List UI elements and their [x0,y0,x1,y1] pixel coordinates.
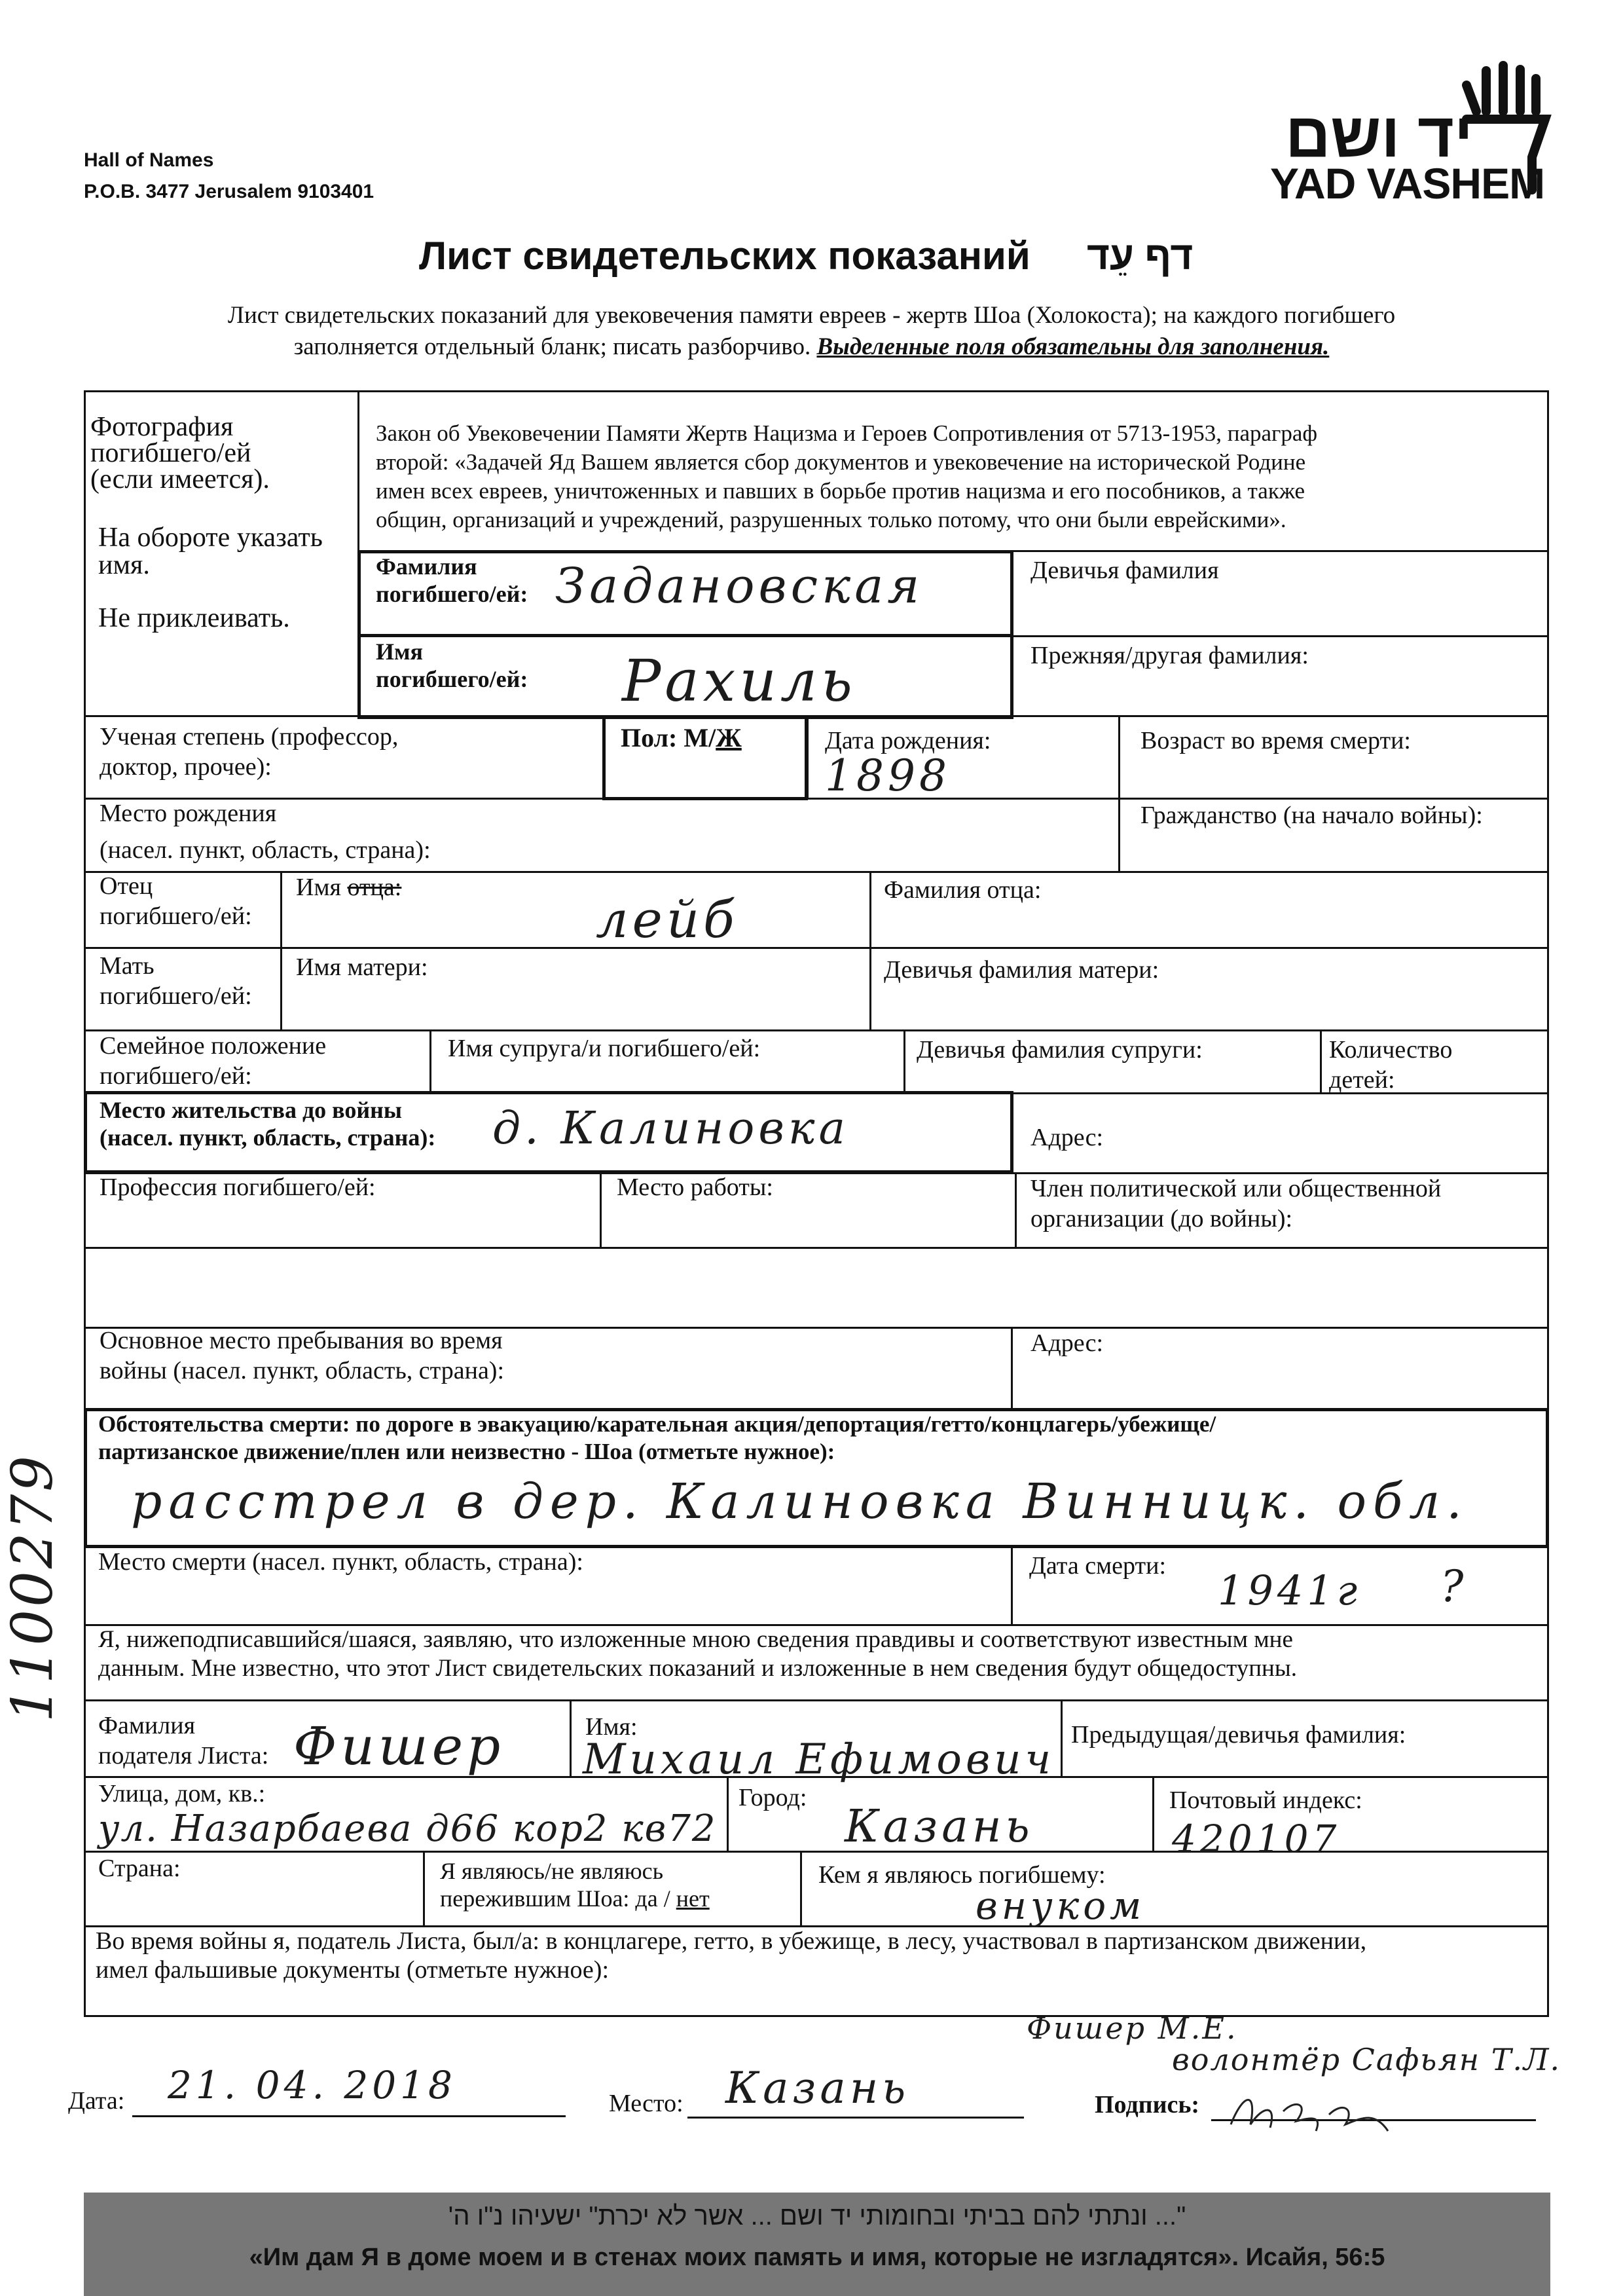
degree-label: Ученая степень (профессор, доктор, прочее): [100,723,399,781]
survivor-no: нет [676,1885,710,1912]
address-label: Адрес: [1030,1124,1104,1151]
intro-line-1: Лист свидетельских показаний для увековечения памяти евреев - жертв Шоа (Холокоста); на каждого погибшего [227,302,1396,329]
submitter-name-label: Имя: [585,1713,638,1741]
org-address: P.O.B. 3477 Jerusalem 9103401 [84,181,374,202]
street-value: ул. Назарбаева д66 кор2 кв72 [98,1807,717,1850]
street-label: Улица, дом, кв.: [98,1780,266,1807]
date-label: Дата: [68,2087,125,2115]
rule-v [1015,1172,1017,1247]
submitter-wartime: Во время войны я, податель Листа, был/а: в концлагере, гетто, в убежище, в лесу, участвовал в партизанском движении, имел фальшивые документы (отметьте нужное): [96,1927,1367,1984]
date-value: 21. 04. 2018 [168,2063,456,2107]
mother-label: Мать погибшего/ей: [100,952,252,1010]
workplace-label: Место работы: [617,1174,773,1201]
father-surname-label: Фамилия отца: [884,876,1042,904]
profession-label: Профессия погибшего/ей: [100,1174,376,1201]
org-name: Hall of Names [84,149,214,171]
death-date-value: 1941г [1218,1566,1362,1614]
city-label: Город: [739,1784,807,1811]
surname-value: Задановская [555,558,924,614]
citizenship-label: Гражданство (на начало войны): [1140,802,1483,829]
rule-v [1011,1546,1013,1624]
rule [84,947,1549,949]
rule-v [1320,1029,1322,1092]
wartime-label: Основное место пребывания во время войны (насел. пункт, область, страна): [100,1327,505,1384]
banner-russian: «Им дам Я в доме моем и в стенах моих память и имя, которые не изгладятся». Исайя, 56:5 [249,2244,1385,2271]
age-at-death-label: Возраст во время смерти: [1140,727,1411,754]
circumstances-value: расстрел в дер. Калиновка Винницк. обл. [131,1473,1468,1530]
zip-value: 420107 [1172,1817,1341,1861]
rule-v [280,871,282,1029]
rule-v [1061,1699,1063,1776]
firstname-label: Имя погибшего/ей: [376,639,528,692]
relation-value: внуком [976,1883,1146,1928]
rule-v [1118,715,1120,871]
gender-label: Пол: М/Ж [621,723,742,752]
rule [84,1247,1549,1249]
photo-instructions: На обороте указать имя. [98,523,323,580]
maiden-name-label: Девичья фамилия [1030,557,1219,584]
place-label: Место: [609,2090,684,2117]
city-value: Казань [845,1801,1034,1853]
submitter-surname-value: Фишер [293,1716,505,1777]
children-label: Количество детей: [1329,1036,1453,1094]
father-label: Отец погибшего/ей: [100,872,252,930]
prev-name-label: Прежняя/другая фамилия: [1030,642,1309,669]
signature-label: Подпись: [1095,2091,1200,2119]
relation-label: Кем я являюсь погибшему: [818,1861,1106,1889]
note-volunteer-2: волонтёр Сафьян Т.Л. [1172,2042,1561,2077]
death-date-label: Дата смерти: [1029,1552,1167,1580]
member-label: Член политической или общественной организации (до войны): [1030,1175,1442,1232]
form-title: Лист свидетельских показаний [419,234,1030,278]
death-date-uncertain: ? [1440,1561,1468,1612]
father-name-label: Имя отца: [296,874,402,901]
rule-v [429,1029,431,1092]
rule [84,1699,1549,1701]
logo-hebrew: יד ושם [1285,100,1473,170]
submitter-surname-label: Фамилия подателя Листа: [98,1712,269,1769]
birth-date-label: Дата рождения: [825,727,991,754]
date-line [132,2115,566,2117]
rule-v [869,871,871,1029]
rule-v [1011,1327,1013,1408]
law-text: Закон об Увековечении Памяти Жертв Нацизма и Героев Сопротивления от 5713-1953, параграф второй: «Задачей Яд Вашем является сбор документов и увековечение на исторической Родине имен всех евреев, уничтоженных и павших в борьбе против нацизма и его пособников, а также общин, организаций и учреждений, разрушенных только потому, что они были еврейскими». [376,420,1318,532]
place-line [687,2117,1024,2119]
residence-value: д. Калиновка [492,1103,850,1155]
survivor-label: Я являюсь/не являюсь пережившим Шоа: да / нет [440,1858,710,1912]
rule [357,634,1013,637]
signature-scribble [1224,2085,1401,2144]
rule-v [423,1851,425,1925]
submitter-prev-name-label: Предыдущая/девичья фамилия: [1071,1721,1406,1749]
surname-label: Фамилия погибшего/ей: [376,553,528,607]
zip-label: Почтовый индекс: [1169,1787,1362,1814]
banner-hebrew: "... ונתתי להם בביתי ובחומותי יד ושם ... אשר לא יכרת" ישעיהו נ"ו ה' [448,2202,1186,2231]
required-note: Выделенные поля обязательны для заполнения. [816,333,1330,360]
place-value: Казань [725,2063,910,2113]
gender-selected: Ж [716,723,742,752]
mother-maiden-label: Девичья фамилия матери: [884,956,1159,984]
birth-date-value: 1898 [825,750,951,801]
photo-no-glue: Не приклеивать. [98,603,290,633]
note-volunteer-1: Фишер М.Е. [1027,2010,1238,2046]
rule-v [1152,1776,1154,1851]
submitter-name-value: Михаил Ефимович [583,1735,1055,1784]
rule-v [800,1851,802,1925]
death-place-label: Место смерти (насел. пункт, область, страна): [98,1548,583,1576]
rule-v [570,1699,572,1776]
wartime-address-label: Адрес: [1030,1329,1104,1357]
firstname-value: Рахиль [622,647,856,714]
yad-vashem-logo [1270,59,1558,210]
father-name-value: лейб [596,891,739,950]
rule-v [600,1172,602,1247]
declaration: Я, нижеподписавшийся/шаяся, заявляю, что изложенные мною сведения правдивы и соответствуют известным мне данным. Мне известно, что этот Лист свидетельских показаний и изложенные в нем сведения будут общедоступны. [98,1626,1297,1682]
residence-label: Место жительства до войны (насел. пункт, область, страна): [100,1097,436,1151]
mother-name-label: Имя матери: [296,954,428,981]
rule-v [903,1029,905,1092]
intro-line-2: заполняется отдельный бланк; писать разборчиво. Выделенные поля обязательны для заполнения. [293,333,1330,360]
rule-v [727,1776,729,1851]
spouse-maiden-label: Девичья фамилия супруги: [917,1036,1203,1064]
photo-label: Фотография погибшего/ей (если имеется). [90,412,270,494]
birth-place-label: Место рождения (насел. пункт, область, страна): [100,800,431,864]
circumstances-label: Обстоятельства смерти: по дороге в эвакуацию/карательная акция/депортация/гетто/концлагерь/убежище/ партизанское движение/плен или неизвестно - Шоа (отметьте нужное): [98,1411,1216,1464]
footer-banner [84,2193,1550,2296]
spouse-name-label: Имя супруга/и погибшего/ей: [448,1035,761,1062]
logo-latin: YAD VASHEM [1270,159,1545,208]
marital-label: Семейное положение погибшего/ей: [100,1032,327,1090]
country-label: Страна: [98,1855,181,1882]
form-title-hebrew: דף עֵד [1087,234,1194,278]
margin-number: 1100279 [0,1453,65,1722]
